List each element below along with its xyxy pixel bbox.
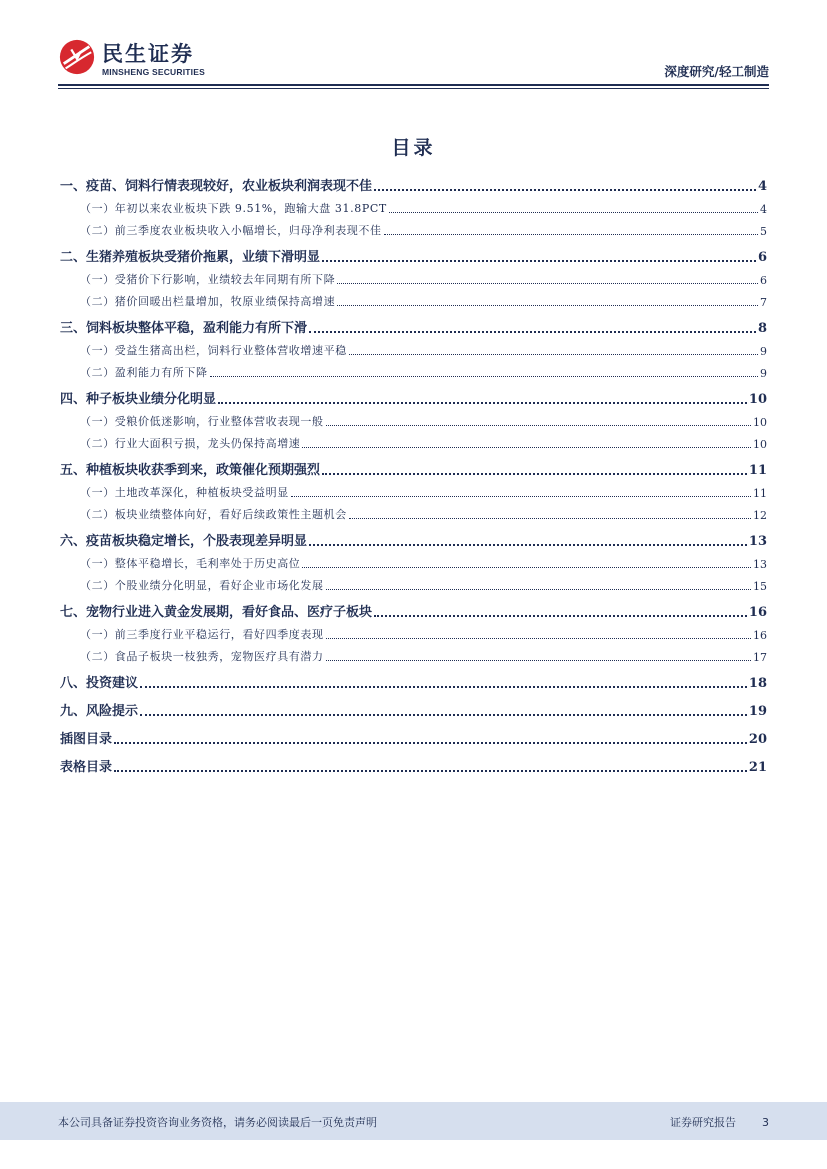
toc-section-entry[interactable] [60,385,767,407]
toc-leader-dots [309,330,756,333]
toc-entry-title: （二）前三季度农业板块收入小幅增长，归母净利表现不佳 [80,224,382,237]
report-label: 证券研究报告 [670,1116,736,1129]
logo-chinese-name: 民生证券 [102,42,194,66]
header-rule-thick [58,84,769,86]
toc-page-number: 15 [753,580,767,593]
toc-subsection-entry[interactable] [60,216,767,238]
toc-entry-title: （一）受猪价下行影响，业绩较去年同期有所下降 [80,273,336,286]
toc-page-number: 9 [760,345,767,358]
toc-section-entry[interactable] [60,753,767,775]
toc-subsection-entry[interactable] [60,358,767,380]
toc-page-number: 13 [748,534,767,549]
toc-section-entry[interactable] [60,456,767,478]
toc-leader-dots [384,233,758,235]
toc-leader-dots [349,517,751,519]
toc-page-number: 11 [748,463,767,478]
toc-entry-title: 六、疫苗板块稳定增长，个股表现差异明显 [60,534,308,549]
toc-leader-dots [291,495,751,497]
toc-subsection-entry[interactable] [60,620,767,642]
toc-section-entry[interactable] [60,725,767,747]
toc-page-number: 16 [753,629,767,642]
toc-leader-dots [326,424,751,426]
toc-leader-dots [114,741,747,744]
toc-leader-dots [326,659,751,661]
toc-entry-title: （一）土地改革深化，种植板块受益明显 [80,486,289,499]
page-footer [0,1102,827,1140]
toc-entry-title: （二）行业大面积亏损，龙头仍保持高增速 [80,437,301,450]
toc-entry-title: （二）食品子板块一枝独秀，宠物医疗具有潜力 [80,650,324,663]
toc-leader-dots [210,375,758,377]
toc-leader-dots [326,637,751,639]
toc-leader-dots [337,282,758,284]
toc-page-number: 20 [748,732,767,747]
toc-entry-title: 八、投资建议 [60,676,139,691]
toc-leader-dots [302,446,751,448]
toc-subsection-entry[interactable] [60,287,767,309]
report-category: 深度研究/轻工制造 [664,64,769,79]
toc-section-entry[interactable] [60,527,767,549]
toc-entry-title: （二）板块业绩整体向好，看好后续政策性主题机会 [80,508,347,521]
toc-section-entry[interactable] [60,669,767,691]
toc-page-number: 16 [748,605,767,620]
toc-page-number: 6 [757,250,767,265]
toc-leader-dots [322,472,747,475]
toc-page-number: 5 [760,225,767,238]
toc-entry-title: 插图目录 [60,732,113,747]
toc-leader-dots [140,685,747,688]
toc-entry-title: （一）受益生猪高出栏，饲料行业整体营收增速平稳 [80,344,347,357]
toc-entry-title: 二、生猪养殖板块受猪价拖累，业绩下滑明显 [60,250,321,265]
page-number: 3 [762,1116,769,1129]
toc-leader-dots [218,401,747,404]
toc-leader-dots [322,259,756,262]
toc-page-number: 6 [760,274,767,287]
toc-page-number: 12 [753,509,767,522]
toc-leader-dots [309,543,747,546]
logo-english-name: MINSHENG SECURITIES [102,67,205,77]
toc-subsection-entry[interactable] [60,336,767,358]
toc-subsection-entry[interactable] [60,194,767,216]
toc-page-number: 4 [760,203,767,216]
toc-entry-title: （一）年初以来农业板块下跌 9.51%，跑输大盘 31.8PCT [80,202,387,215]
toc-section-entry[interactable] [60,598,767,620]
toc-leader-dots [374,188,756,191]
toc-page-number: 7 [760,296,767,309]
page-header [58,36,769,84]
toc-entry-title: （二）盈利能力有所下降 [80,366,208,379]
toc-entry-title: 五、种植板块收获季到来，政策催化预期强烈 [60,463,321,478]
toc-page-number: 8 [757,321,767,336]
toc-section-entry[interactable] [60,172,767,194]
company-logo [58,36,218,82]
minsheng-logo-icon [58,38,96,76]
toc-subsection-entry[interactable] [60,571,767,593]
toc-subsection-entry[interactable] [60,429,767,451]
toc-subsection-entry[interactable] [60,642,767,664]
toc-entry-title: （二）猪价回暖出栏量增加，牧原业绩保持高增速 [80,295,336,308]
toc-section-entry[interactable] [60,314,767,336]
toc-page-number: 10 [753,438,767,451]
toc-leader-dots [374,614,747,617]
toc-page-number: 19 [748,704,767,719]
toc-leader-dots [140,713,747,716]
toc-page-number: 17 [753,651,767,664]
toc-entry-title: 四、种子板块业绩分化明显 [60,392,217,407]
toc-entry-title: 表格目录 [60,760,113,775]
toc-entry-title: 七、宠物行业进入黄金发展期，看好食品、医疗子板块 [60,605,373,620]
toc-leader-dots [326,588,751,590]
toc-page-number: 11 [753,487,767,500]
toc-page-number: 9 [760,367,767,380]
toc-entry-title: 三、饲料板块整体平稳，盈利能力有所下滑 [60,321,308,336]
toc-leader-dots [337,304,758,306]
toc-entry-title: （二）个股业绩分化明显，看好企业市场化发展 [80,579,324,592]
toc-subsection-entry[interactable] [60,500,767,522]
toc-leader-dots [389,211,758,213]
toc-page-number: 13 [753,558,767,571]
table-of-contents [60,172,767,775]
toc-page-number: 10 [753,416,767,429]
toc-subsection-entry[interactable] [60,265,767,287]
toc-entry-title: 九、风险提示 [60,704,139,719]
toc-subsection-entry[interactable] [60,478,767,500]
toc-entry-title: （一）前三季度行业平稳运行，看好四季度表现 [80,628,324,641]
toc-page-number: 21 [748,760,767,775]
toc-leader-dots [114,769,747,772]
toc-entry-title: 一、疫苗、饲料行情表现较好，农业板块利润表现不佳 [60,179,373,194]
toc-entry-title: （一）受粮价低迷影响，行业整体营收表现一般 [80,415,324,428]
toc-page-number: 18 [748,676,767,691]
toc-subsection-entry[interactable] [60,407,767,429]
toc-subsection-entry[interactable] [60,549,767,571]
toc-section-entry[interactable] [60,243,767,265]
toc-leader-dots [302,566,751,568]
footer-right [670,1114,769,1130]
footer-disclaimer: 本公司具备证券投资咨询业务资格，请务必阅读最后一页免责声明 [58,1116,377,1129]
header-rule-thin [58,88,769,89]
toc-title: 目录 [391,137,436,159]
toc-leader-dots [349,353,758,355]
toc-section-entry[interactable] [60,697,767,719]
toc-page-number: 4 [757,179,767,194]
toc-entry-title: （一）整体平稳增长，毛利率处于历史高位 [80,557,301,570]
toc-page-number: 10 [748,392,767,407]
